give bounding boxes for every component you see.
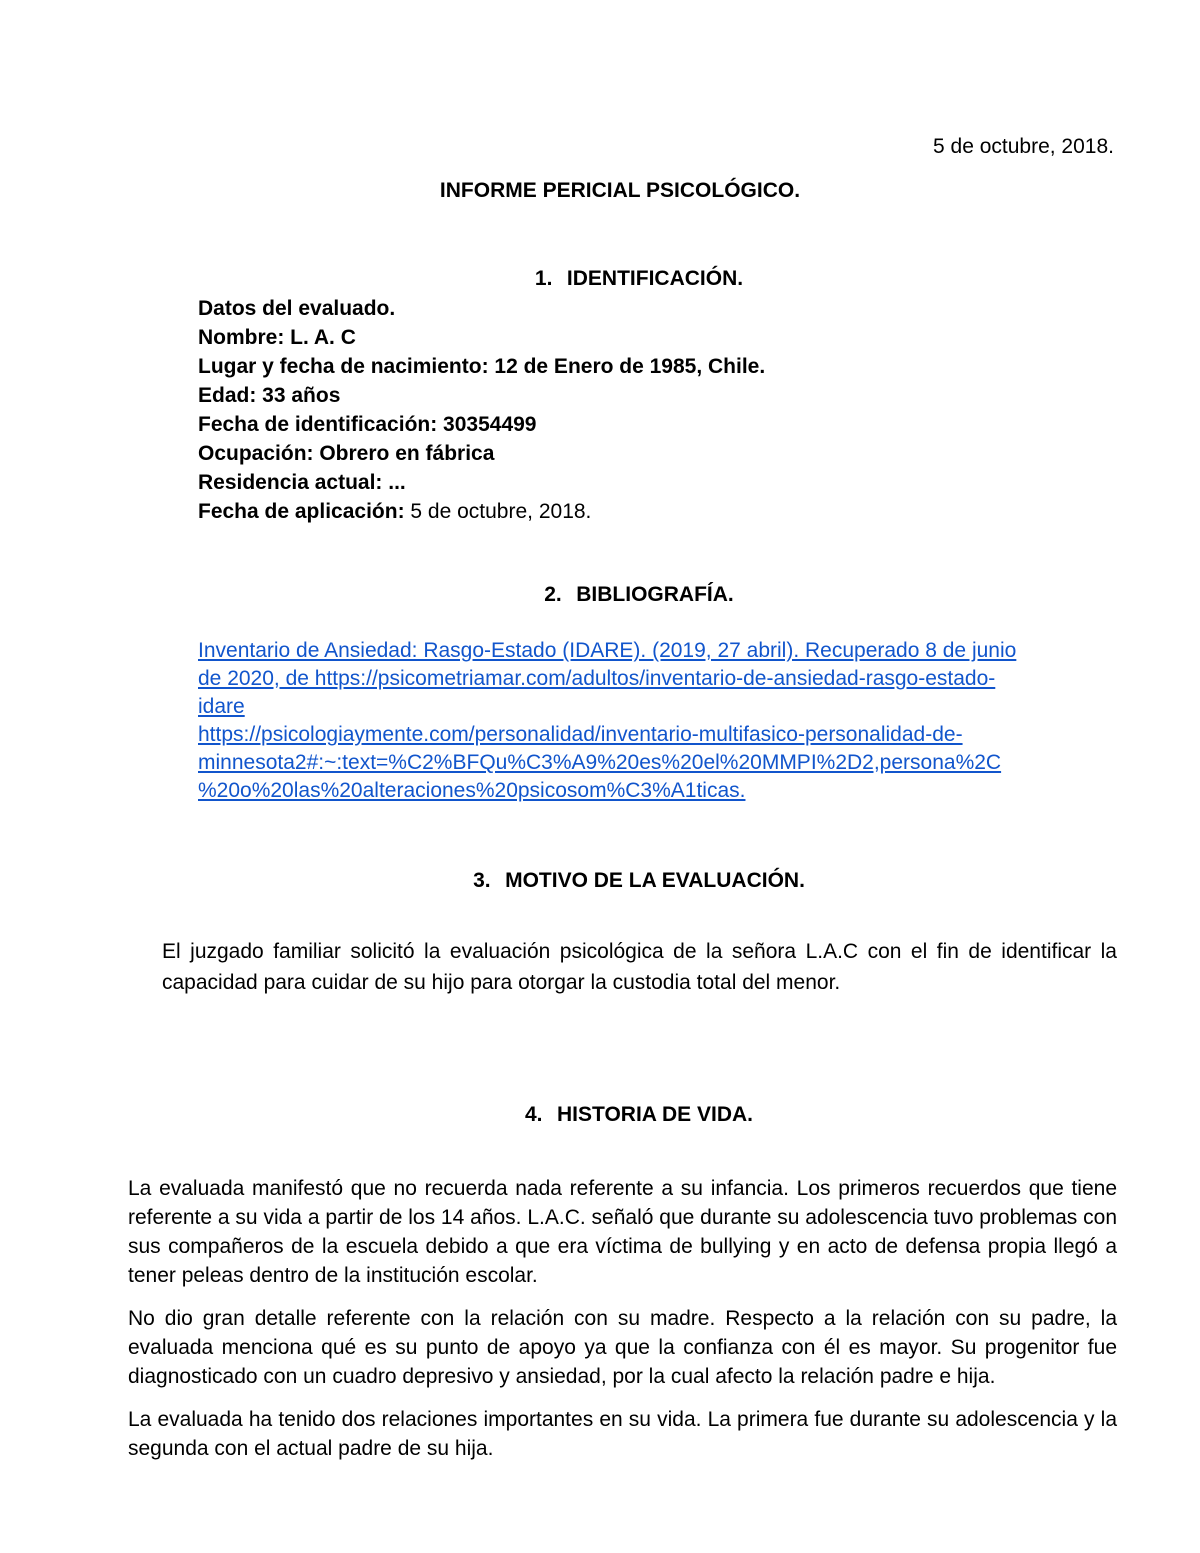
section-title: HISTORIA DE VIDA. <box>556 1103 754 1126</box>
identification-data <box>198 294 1118 526</box>
ocupacion-field: Ocupación: Obrero en fábrica <box>198 442 495 465</box>
fecha-aplicacion-label: Fecha de aplicación: <box>198 500 405 523</box>
historia-paragraph: La evaluada manifestó que no recuerda nada referente a su infancia. Los primeros recuerdos que tiene referente a su vida a partir de los 14 años. L.A.C. señaló que durante su adolescencia tuvo problemas con sus compañeros de la escuela debido a que era víctima de bullying y en acto de defensa propia llegó a tener peleas dentro de la institución escolar. <box>128 1177 1117 1287</box>
datos-heading: Datos del evaluado. <box>198 297 396 320</box>
reference-link-idare[interactable] <box>198 637 1118 721</box>
reference-line[interactable]: minnesota2#:~:text=%C2%BFQu%C3%A9%20es%20el%20MMPI%2D2,persona%2C <box>198 751 1002 774</box>
nombre-field: Nombre: L. A. C <box>198 326 356 349</box>
section-title: MOTIVO DE LA EVALUACIÓN. <box>505 869 805 892</box>
lugar-fecha-field: Lugar y fecha de nacimiento: 12 de Enero de 1985, Chile. <box>198 355 766 378</box>
section-heading-historia <box>0 1102 1200 1128</box>
section-number: 3. <box>473 869 491 892</box>
section-heading-identificacion <box>0 266 1200 292</box>
fecha-aplicacion-value: 5 de octubre, 2018. <box>404 500 592 523</box>
residencia-field: Residencia actual: ... <box>198 471 406 494</box>
reference-line[interactable]: idare <box>198 695 245 718</box>
edad-field: Edad: 33 años <box>198 384 341 407</box>
section-heading-motivo <box>0 868 1200 894</box>
section-number: 4. <box>524 1103 543 1126</box>
reference-line[interactable]: Inventario de Ansiedad: Rasgo-Estado (IDARE). (2019, 27 abril). Recuperado 8 de junio <box>198 639 1017 662</box>
reference-line[interactable]: %20o%20las%20alteraciones%20psicosom%C3%A1ticas. <box>198 779 746 802</box>
historia-paragraph: No dio gran detalle referente con la relación con su madre. Respecto a la relación con su padre, la evaluada menciona qué es su punto de apoyo ya que la confianza con él es mayor. Su progenitor fue diagnosticado con un cuadro depresivo y ansiedad, por la cual afecto la relación padre e hija. <box>128 1307 1117 1388</box>
section-number: 1. <box>534 267 553 290</box>
section-title: BIBLIOGRAFÍA. <box>576 583 734 606</box>
fecha-aplicacion-field <box>198 497 1118 526</box>
historia-text <box>128 1174 1117 1477</box>
reference-link-mmpi[interactable] <box>198 721 1118 805</box>
bibliography-list <box>198 637 1118 805</box>
section-number: 2. <box>544 583 562 606</box>
historia-paragraph: La evaluada ha tenido dos relaciones importantes en su vida. La primera fue durante su adolescencia y la segunda con el actual padre de su hija. <box>128 1408 1117 1460</box>
section-title: IDENTIFICACIÓN. <box>566 267 744 290</box>
section-heading-bibliografia <box>0 582 1200 608</box>
motivo-paragraph: El juzgado familiar solicitó la evaluación psicológica de la señora L.A.C con el fin de identificar la capacidad para cuidar de su hijo para otorgar la custodia total del menor. <box>162 940 1117 994</box>
reference-line[interactable]: https://psicologiaymente.com/personalidad/inventario-multifasico-personalidad-de- <box>198 723 963 746</box>
document-date: 5 de octubre, 2018. <box>933 135 1114 158</box>
reference-line[interactable]: de 2020, de https://psicometriamar.com/adultos/inventario-de-ansiedad-rasgo-estado- <box>198 667 996 690</box>
fecha-identificacion-field: Fecha de identificación: 30354499 <box>198 413 537 436</box>
document-title: INFORME PERICIAL PSICOLÓGICO. <box>439 179 801 202</box>
